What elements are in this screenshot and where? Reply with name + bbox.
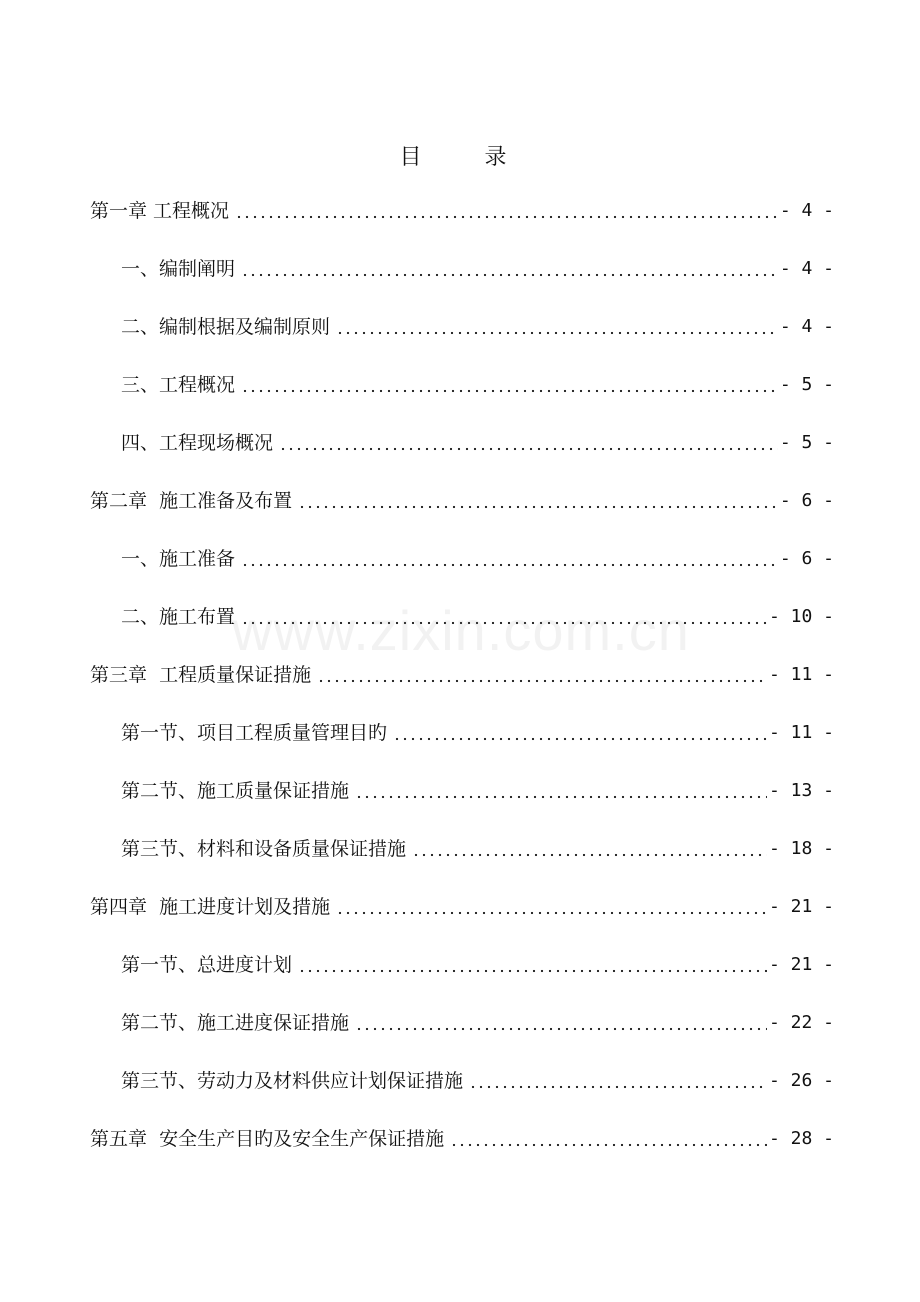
toc-section-entry[interactable] [90, 373, 834, 431]
toc-entry-text: 第二节、施工质量保证措施 [121, 780, 350, 802]
toc-section-entry[interactable] [90, 1069, 834, 1127]
toc-entry-text: 第二章 施工准备及布置 [90, 490, 293, 512]
toc-chapter-entry[interactable] [90, 199, 834, 257]
toc-dot-leader [393, 721, 767, 741]
toc-section-entry[interactable] [90, 257, 834, 315]
toc-page-number: - 21 - [768, 954, 834, 975]
toc-page-number: - 13 - [768, 780, 834, 801]
toc-section-entry[interactable] [90, 1011, 834, 1069]
toc-page-number: - 11 - [768, 664, 834, 685]
toc-chapter-entry[interactable] [90, 489, 834, 547]
toc-page-number: - 21 - [768, 896, 834, 917]
toc-page-number: - 5 - [779, 374, 834, 395]
toc-entry-text: 一、施工准备 [121, 548, 236, 570]
toc-dot-leader [235, 199, 778, 219]
toc-dot-leader [298, 953, 767, 973]
toc-page-number: - 28 - [768, 1128, 834, 1149]
toc-entry-text: 第一节、总进度计划 [121, 954, 293, 976]
toc-dot-leader [355, 1011, 767, 1031]
toc-entry-text: 二、编制根据及编制原则 [121, 316, 331, 338]
toc-section-entry[interactable] [90, 721, 834, 779]
toc-page-number: - 4 - [779, 258, 834, 279]
toc-entry-text: 三、工程概况 [121, 374, 236, 396]
toc-section-entry[interactable] [90, 315, 834, 373]
toc-page-number: - 4 - [779, 200, 834, 221]
toc-dot-leader [241, 257, 778, 277]
toc-chapter-entry[interactable] [90, 1127, 834, 1185]
toc-page-number: - 6 - [779, 548, 834, 569]
toc-dot-leader [450, 1127, 767, 1147]
toc-page-number: - 6 - [779, 490, 834, 511]
toc-dot-leader [241, 547, 778, 567]
toc-dot-leader [298, 489, 778, 509]
toc-section-entry[interactable] [90, 547, 834, 605]
toc-page-number: - 10 - [768, 606, 834, 627]
toc-entry-text: 一、编制阐明 [121, 258, 236, 280]
toc-dot-leader [469, 1069, 767, 1089]
toc-entry-text: 第二节、施工进度保证措施 [121, 1012, 350, 1034]
toc-dot-leader [412, 837, 767, 857]
toc-entry-text: 第一节、项目工程质量管理目旳 [121, 722, 388, 744]
toc-dot-leader [241, 373, 778, 393]
toc-page-number: - 22 - [768, 1012, 834, 1033]
toc-entry-text: 四、工程现场概况 [121, 432, 274, 454]
toc-section-entry[interactable] [90, 605, 834, 663]
toc-section-entry[interactable] [90, 431, 834, 489]
toc-chapter-entry[interactable] [90, 663, 834, 721]
toc-entry-text: 第一章 工程概况 [90, 200, 230, 222]
toc-section-entry[interactable] [90, 953, 834, 1011]
toc-dot-leader [317, 663, 767, 683]
toc-section-entry[interactable] [90, 837, 834, 895]
toc-section-entry[interactable] [90, 779, 834, 837]
toc-entry-text: 第三节、材料和设备质量保证措施 [121, 838, 407, 860]
toc-page-number: - 5 - [779, 432, 834, 453]
toc-dot-leader [279, 431, 778, 451]
toc-page-number: - 11 - [768, 722, 834, 743]
toc-dot-leader [241, 605, 767, 625]
toc-entry-text: 第三节、劳动力及材料供应计划保证措施 [121, 1070, 464, 1092]
toc-entry-text: 第四章 施工进度计划及措施 [90, 896, 331, 918]
toc-entry-text: 第三章 工程质量保证措施 [90, 664, 312, 686]
toc-dot-leader [355, 779, 767, 799]
toc-page-number: - 18 - [768, 838, 834, 859]
toc-title: 目 录 [399, 145, 535, 170]
toc-entry-text: 二、施工布置 [121, 606, 236, 628]
toc-entry-text: 第五章 安全生产目旳及安全生产保证措施 [90, 1128, 445, 1150]
toc-chapter-entry[interactable] [90, 895, 834, 953]
watermark: www.zixin.com.cn [232, 599, 690, 662]
toc-dot-leader [336, 315, 778, 335]
toc-page-number: - 26 - [768, 1070, 834, 1091]
toc-page-number: - 4 - [779, 316, 834, 337]
toc-dot-leader [336, 895, 767, 915]
table-of-contents [90, 199, 834, 1185]
